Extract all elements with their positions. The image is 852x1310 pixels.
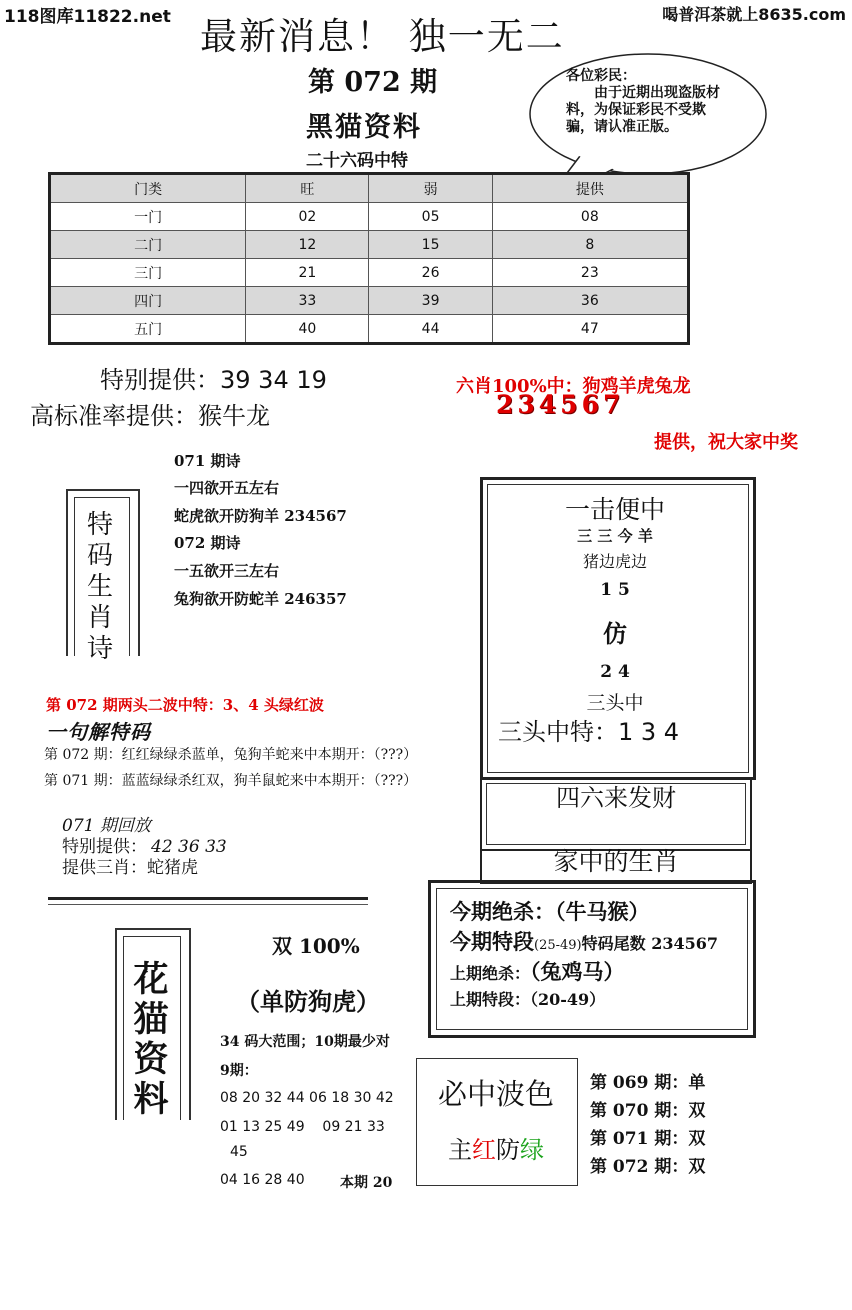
table-cell: 08 (492, 203, 688, 231)
table-cell: 二门 (50, 231, 246, 259)
poem-char: 特 (86, 510, 113, 540)
hit-line: 仿 (603, 619, 627, 648)
range-note: 9期： (220, 1063, 258, 1079)
high-label: 高标准率提供： (30, 402, 198, 430)
six-zodiac-title: 六肖100%中：狗鸡羊虎兔龙 (456, 376, 691, 397)
riddle-line: 第 071 期：蓝蓝绿绿杀红双，狗羊鼠蛇来中本期开：（???） (44, 773, 418, 789)
poem-line: 072 期诗 (174, 534, 241, 552)
period-result: 第 070 期：双 (590, 1101, 706, 1121)
subtitle: 二十六码中特 (306, 151, 408, 171)
table-cell: 15 (369, 231, 492, 259)
kill-prev-value: （兔鸡马） (530, 959, 625, 984)
kill-line: 上期特段：（20-49） (450, 990, 606, 1009)
kill-tail: 特码尾数 234567 (581, 934, 718, 953)
fortune-text: 四六来发财 (556, 784, 676, 812)
table-cell: 五门 (50, 315, 246, 344)
main-title: 最新消息！ 独一无二 (200, 15, 565, 58)
number-line: 45 (230, 1144, 248, 1160)
poem-line: 兔狗欲开防蛇羊 246357 (174, 590, 347, 608)
table-row (50, 203, 689, 231)
table-header: 提供 (492, 174, 688, 203)
cat-char: 资 (133, 1039, 169, 1080)
site-left-link[interactable]: 118图库11822.net (4, 7, 171, 27)
poem-line: 071 期诗 (174, 452, 241, 470)
six-zodiac-numbers: 234567 (496, 390, 625, 419)
period-result: 第 071 期：双 (590, 1129, 706, 1149)
hit-title: 一击便中 (564, 495, 665, 524)
poem-line: 一四欲开五左右 (174, 479, 280, 497)
number-line: 04 16 28 40 (220, 1172, 305, 1188)
wave-title: 第 072 期两头二波中特：3、4 头绿红波 (46, 696, 324, 714)
cat-vertical-title (126, 960, 176, 1120)
table-row (50, 315, 689, 344)
divider (48, 897, 368, 905)
wave-guard: 防 (496, 1136, 520, 1164)
hit-line: 1 5 (600, 580, 630, 600)
special-numbers: 39 34 19 (220, 366, 327, 394)
kill-line (450, 956, 625, 986)
poem-char: 诗 (86, 634, 113, 664)
issue-title: 第 072 期 (308, 67, 438, 98)
high-accuracy-offer (30, 396, 270, 431)
gate-table (48, 172, 690, 345)
wave-color-sub (416, 1130, 576, 1165)
doc-title: 黑猫资料 (306, 112, 422, 143)
table-cell: 39 (369, 287, 492, 315)
bubble-body: 由于近期出现盗版材料，为保证彩民不受欺骗，请认准正版。 (566, 85, 720, 135)
kill-segment-range: (25-49) (534, 938, 582, 953)
number-line: 01 13 25 49 09 21 33 (220, 1119, 385, 1135)
bubble-greeting: 各位彩民： (566, 68, 636, 84)
poem-line: 蛇虎欲开防狗羊 234567 (174, 507, 347, 525)
table-cell: 26 (369, 259, 492, 287)
table-header: 门类 (50, 174, 246, 203)
kill-line (450, 926, 718, 956)
special-offer (100, 360, 327, 395)
poem-line: 一五欲开三左右 (174, 562, 280, 580)
table-row (50, 231, 689, 259)
poem-char: 肖 (86, 603, 113, 633)
table-cell: 四门 (50, 287, 246, 315)
poem-char: 生 (86, 572, 113, 602)
review-line: 071 期回放 (62, 816, 151, 836)
table-cell: 一门 (50, 203, 246, 231)
table-cell: 02 (246, 203, 369, 231)
table-cell: 44 (369, 315, 492, 344)
hit-line: 三 三 今 羊 (577, 527, 653, 545)
hit-line: 猪边虎边 (582, 552, 647, 571)
table-row (50, 259, 689, 287)
hit-line: 2 4 (600, 662, 630, 682)
review-numbers: 42 36 33 (151, 837, 227, 857)
cat-char: 猫 (133, 999, 169, 1040)
table-cell: 47 (492, 315, 688, 344)
range-note: 34 码大范围；10期最少对 (220, 1034, 390, 1050)
table-cell: 12 (246, 231, 369, 259)
table-cell: 05 (369, 203, 492, 231)
current-issue-number: 本期 20 (340, 1175, 393, 1191)
kill-prev-label: 上期绝杀： (450, 964, 531, 983)
hit-three-heads: 三头中特：1 3 4 (498, 718, 680, 746)
bubble-text (566, 68, 726, 136)
table-row (50, 287, 689, 315)
cat-char: 料 (133, 1079, 169, 1120)
table-cell: 33 (246, 287, 369, 315)
table-header: 弱 (369, 174, 492, 203)
table-cell: 36 (492, 287, 688, 315)
wave-green: 绿 (520, 1136, 544, 1164)
period-result: 第 072 期：双 (590, 1157, 706, 1177)
table-cell: 40 (246, 315, 369, 344)
table-cell: 三门 (50, 259, 246, 287)
home-text: 家中的生肖 (553, 847, 679, 876)
period-result: 第 069 期：单 (590, 1073, 706, 1093)
high-value: 猴牛龙 (198, 402, 270, 430)
number-line: 08 20 32 44 06 18 30 42 (220, 1090, 394, 1106)
hit-line: 三头中 (586, 692, 644, 714)
table-cell: 21 (246, 259, 369, 287)
table-header: 旺 (246, 174, 369, 203)
table-cell: 8 (492, 231, 688, 259)
one-line-title: 一句解特码 (46, 720, 151, 744)
kill-segment-label: 今期特段 (450, 929, 534, 954)
table-header-row (50, 174, 689, 203)
special-label: 特别提供： (100, 366, 220, 394)
kill-line: 今期绝杀：（牛马猴） (450, 899, 650, 924)
double-percent: 双 100% (272, 934, 360, 958)
cat-char: 花 (133, 959, 169, 1000)
wish-text: 提供，祝大家中奖 (654, 432, 798, 453)
review-label: 特别提供： (62, 837, 147, 857)
wave-red: 红 (472, 1136, 496, 1164)
wave-color-title: 必中波色 (437, 1077, 554, 1111)
poem-char: 码 (86, 541, 113, 571)
guard-line: （单防狗虎） (236, 987, 380, 1016)
wave-main: 主 (448, 1136, 472, 1164)
table-cell: 23 (492, 259, 688, 287)
site-right-link[interactable]: 喝普洱茶就上8635.com (662, 5, 846, 24)
poem-vertical-title (78, 510, 122, 665)
review-line: 提供三肖：蛇猪虎 (62, 858, 198, 878)
riddle-line: 第 072 期：红红绿绿杀蓝单，兔狗羊蛇来中本期开：（???） (44, 747, 418, 763)
